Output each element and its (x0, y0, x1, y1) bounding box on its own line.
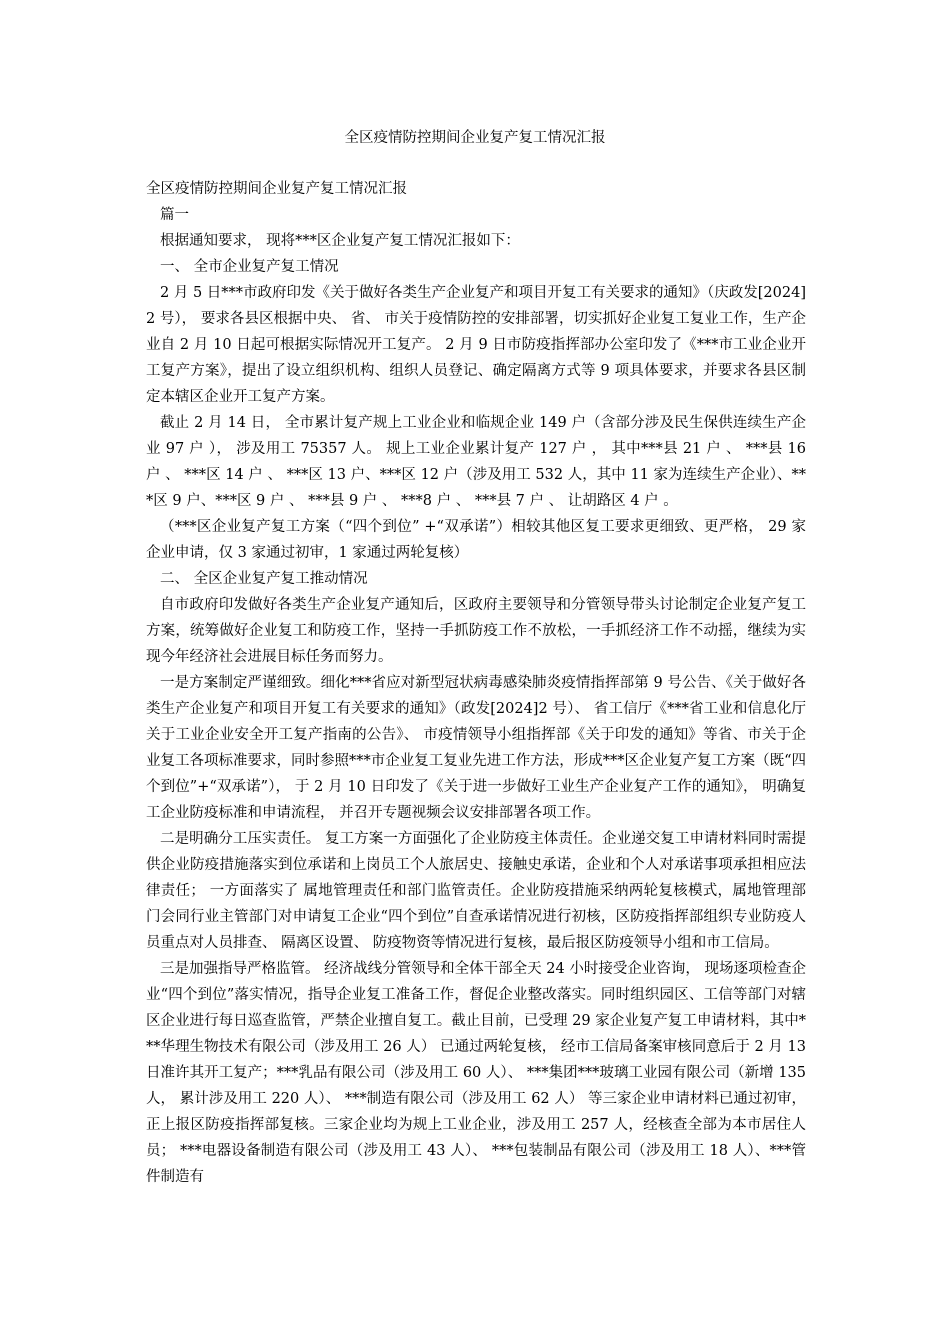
paragraph: （***区企业复产复工方案（“四个到位” +“双承诺”）相较其他区复工要求更细致、更严格， 29 家企业申请，仅 3 家通过初审，1 家通过两轮复核） (146, 519, 806, 561)
section-heading-1: 一、 全市企业复产复工情况 (160, 259, 339, 275)
paragraph: 二是明确分工压实责任。 复工方案一方面强化了企业防疫主体责任。企业递交复工申请材料同时需提供企业防疫措施落实到位承诺和上岗员工个人旅居史、接触史承诺，企业和个人对承诺事项承担相应法律责任； 一方面落实了 属地管理责任和部门监管责任。企业防疫措施采纳两轮复核模式，属地管理部门会同行业主管部门对申请复工企业“四个到位”自查承诺情况进行初核，区防疫指挥部组织专业防疫人员重点对人员排查、 隔离区设置、 防疫物资等情况进行复核，最后报区防疫领导小组和市工信局。 (146, 831, 806, 951)
section-heading-2: 二、 全区企业复产复工推动情况 (160, 571, 368, 587)
section-label: 篇一 (160, 207, 189, 223)
paragraph: 2 月 5 日***市政府印发《关于做好各类生产企业复产和项目开复工有关要求的通知》（庆政发[2024] 2 号）， 要求各县区根据中央、 省、 市关于疫情防控的安排部署，切实抓好企业复工复业工作，生产企业自 2 月 10 日起可根据实际情况开工复产。 2 月 9 日市防疫指挥部办公室印发了《***市工业企业开工复产方案》，提出了设立组织机构、组织人员登记、确定隔离方式等 9 项具体要求，并要求各县区制定本辖区企业开工复产方案。 (146, 285, 806, 405)
paragraph: 自市政府印发做好各类生产企业复产通知后，区政府主要领导和分管领导带头讨论制定企业复产复工方案，统筹做好企业复工和防疫工作，坚持一手抓防疫工作不放松，一手抓经济工作不动摇，继续为实现今年经济社会进展目标任务而努力。 (146, 597, 806, 665)
paragraph: 三是加强指导严格监管。 经济战线分管领导和全体干部全天 24 小时接受企业咨询， 现场逐项检查企业“四个到位”落实情况，指导企业复工准备工作，督促企业整改落实。同时组织园区、工信等部门对辖区企业进行每日巡查监管，严禁企业擅自复工。截止目前，已受理 29 家企业复产复工申请材料，其中***华理生物技术有限公司（涉及用工 26 人） 已通过两轮复核， 经市工信局备案审核同意后于 2 月 13 日准许其开工复产；***乳品有限公司（涉及用工 60 人）、 ***集团***玻璃工业园有限公司（新增 135 人， 累计涉及用工 220 人）、 ***制造有限公司（涉及用工 62 人） 等三家企业申请材料已通过初审，正上报区防疫指挥部复核。三家企业均为规上工业企业，涉及用工 257 人，经核查全部为本市居住人员； ***电器设备制造有限公司（涉及用工 43 人）、 ***包装制品有限公司（涉及用工 18 人）、***管件制造有 (146, 961, 806, 1185)
paragraph: 一是方案制定严谨细致。细化***省应对新型冠状病毒感染肺炎疫情指挥部第 9 号公告、《关于做好各类生产企业复产和项目开复工有关要求的通知》（政发[2024]2 号）、 省工信厅《***省工业和信息化厅关于工业企业安全开工复产指南的公告》、 市疫情领导小组指挥部《关于印发的通知》等省、市关于企业复工各项标准要求，同时参照***市企业复工复业先进工作方法，形成***区企业复产复工方案（既“四个到位”+“双承诺”）， 于 2 月 10 日印发了《关于进一步做好工业生产企业复产工作的通知》， 明确复工企业防疫标准和申请流程， 并召开专题视频会议安排部署各项工作。 (146, 675, 806, 821)
document-subtitle: 全区疫情防控期间企业复产复工情况汇报 (146, 181, 407, 197)
paragraph: 截止 2 月 14 日， 全市累计复产规上工业企业和临规企业 149 户（含部分涉及民生保供连续生产企业 97 户 ）， 涉及用工 75357 人。 规上工业企业累计复产 127 户 ， 其中***县 21 户 、 ***县 16 户 、 ***区 14 户 、 ***区 13 户、***区 12 户（涉及用工 532 人，其中 11 家为连续生产企业）、***区 9 户、***区 9 户 、 ***县 9 户 、 ***8 户 、 ***县 7 户 、 让胡路区 4 户 。 (146, 415, 806, 509)
intro-paragraph: 根据通知要求， 现将***区企业复产复工情况汇报如下： (160, 233, 520, 249)
document-title: 全区疫情防控期间企业复产复工情况汇报 (344, 130, 606, 146)
document-body (146, 176, 806, 1190)
